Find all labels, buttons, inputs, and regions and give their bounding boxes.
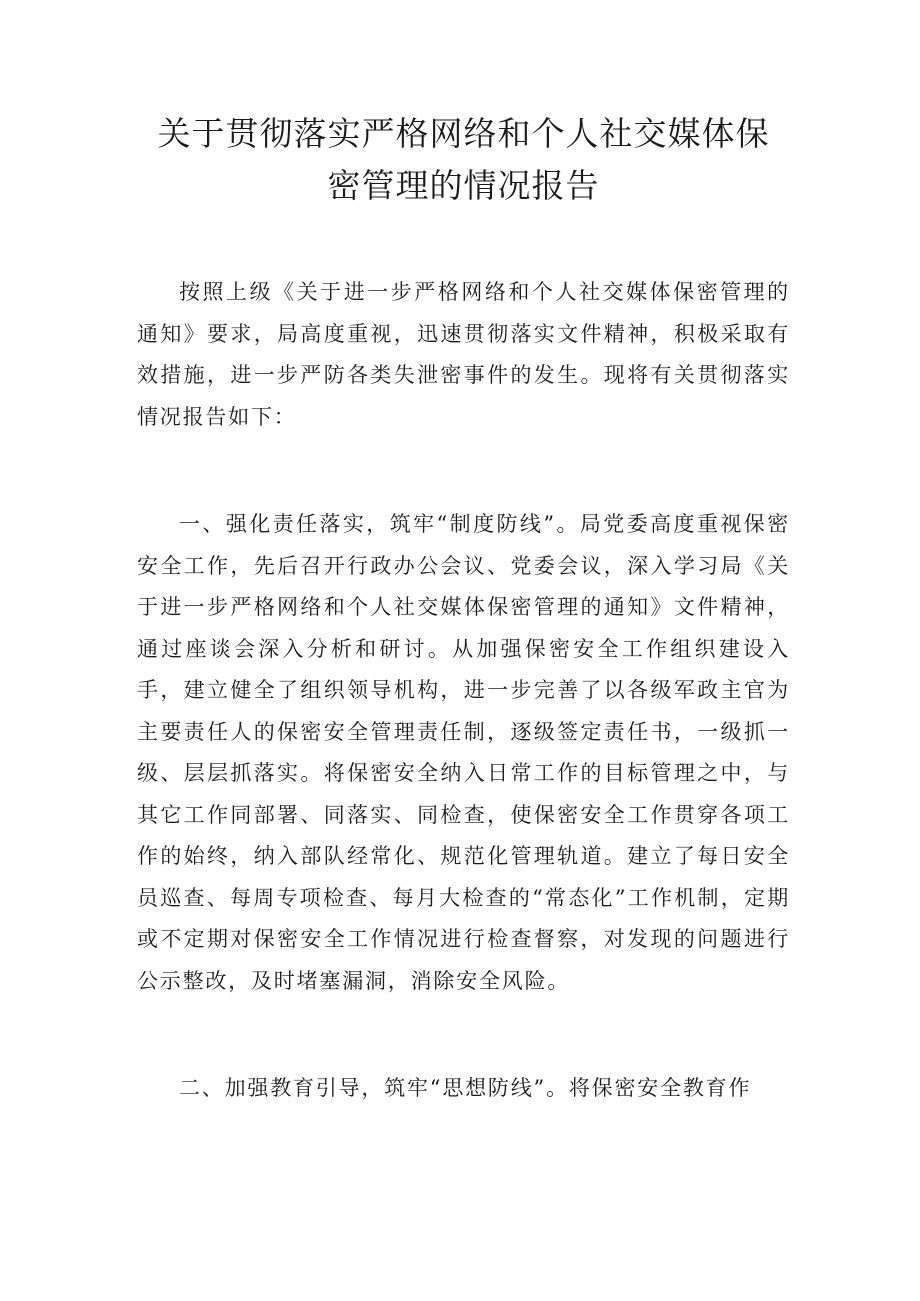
document-title [137,108,790,212]
paragraph-section-1: 一、强化责任落实，筑牢“制度防线”。局党委高度重视保密安全工作，先后召开行政办公会议、党委会议，深入学习局《关于进一步严格网络和个人社交媒体保密管理的通知》文件精神，通过座谈会深入分析和研讨。从加强保密安全工作组织建设入手，建立健全了组织领导机构，进一步完善了以各级军政主官为主要责任人的保密安全管理责任制，逐级签定责任书，一级抓一级、层层抓落实。将保密安全纳入日常工作的目标管理之中，与其它工作同部署、同落实、同检查，使保密安全工作贯穿各项工作的始终，纳入部队经常化、规范化管理轨道。建立了每日安全员巡查、每周专项检查、每月大检查的“常态化”工作机制，定期或不定期对保密安全工作情况进行检查督察，对发现的问题进行公示整改，及时堵塞漏洞，消除安全风险。 [137,512,790,993]
title-line-2: 密管理的情况报告 [327,166,600,205]
paragraph-section-2: 二、加强教育引导，筑牢“思想防线”。将保密安全教育作 [179,1076,752,1100]
paragraph-intro: 按照上级《关于进一步严格网络和个人社交媒体保密管理的通知》要求，局高度重视，迅速贯彻落实文件精神，积极采取有效措施，进一步严防各类失泄密事件的发生。现将有关贯彻落实情况报告如下： [137,280,790,429]
title-line-1: 关于贯彻落实严格网络和个人社交媒体保 [157,114,770,153]
